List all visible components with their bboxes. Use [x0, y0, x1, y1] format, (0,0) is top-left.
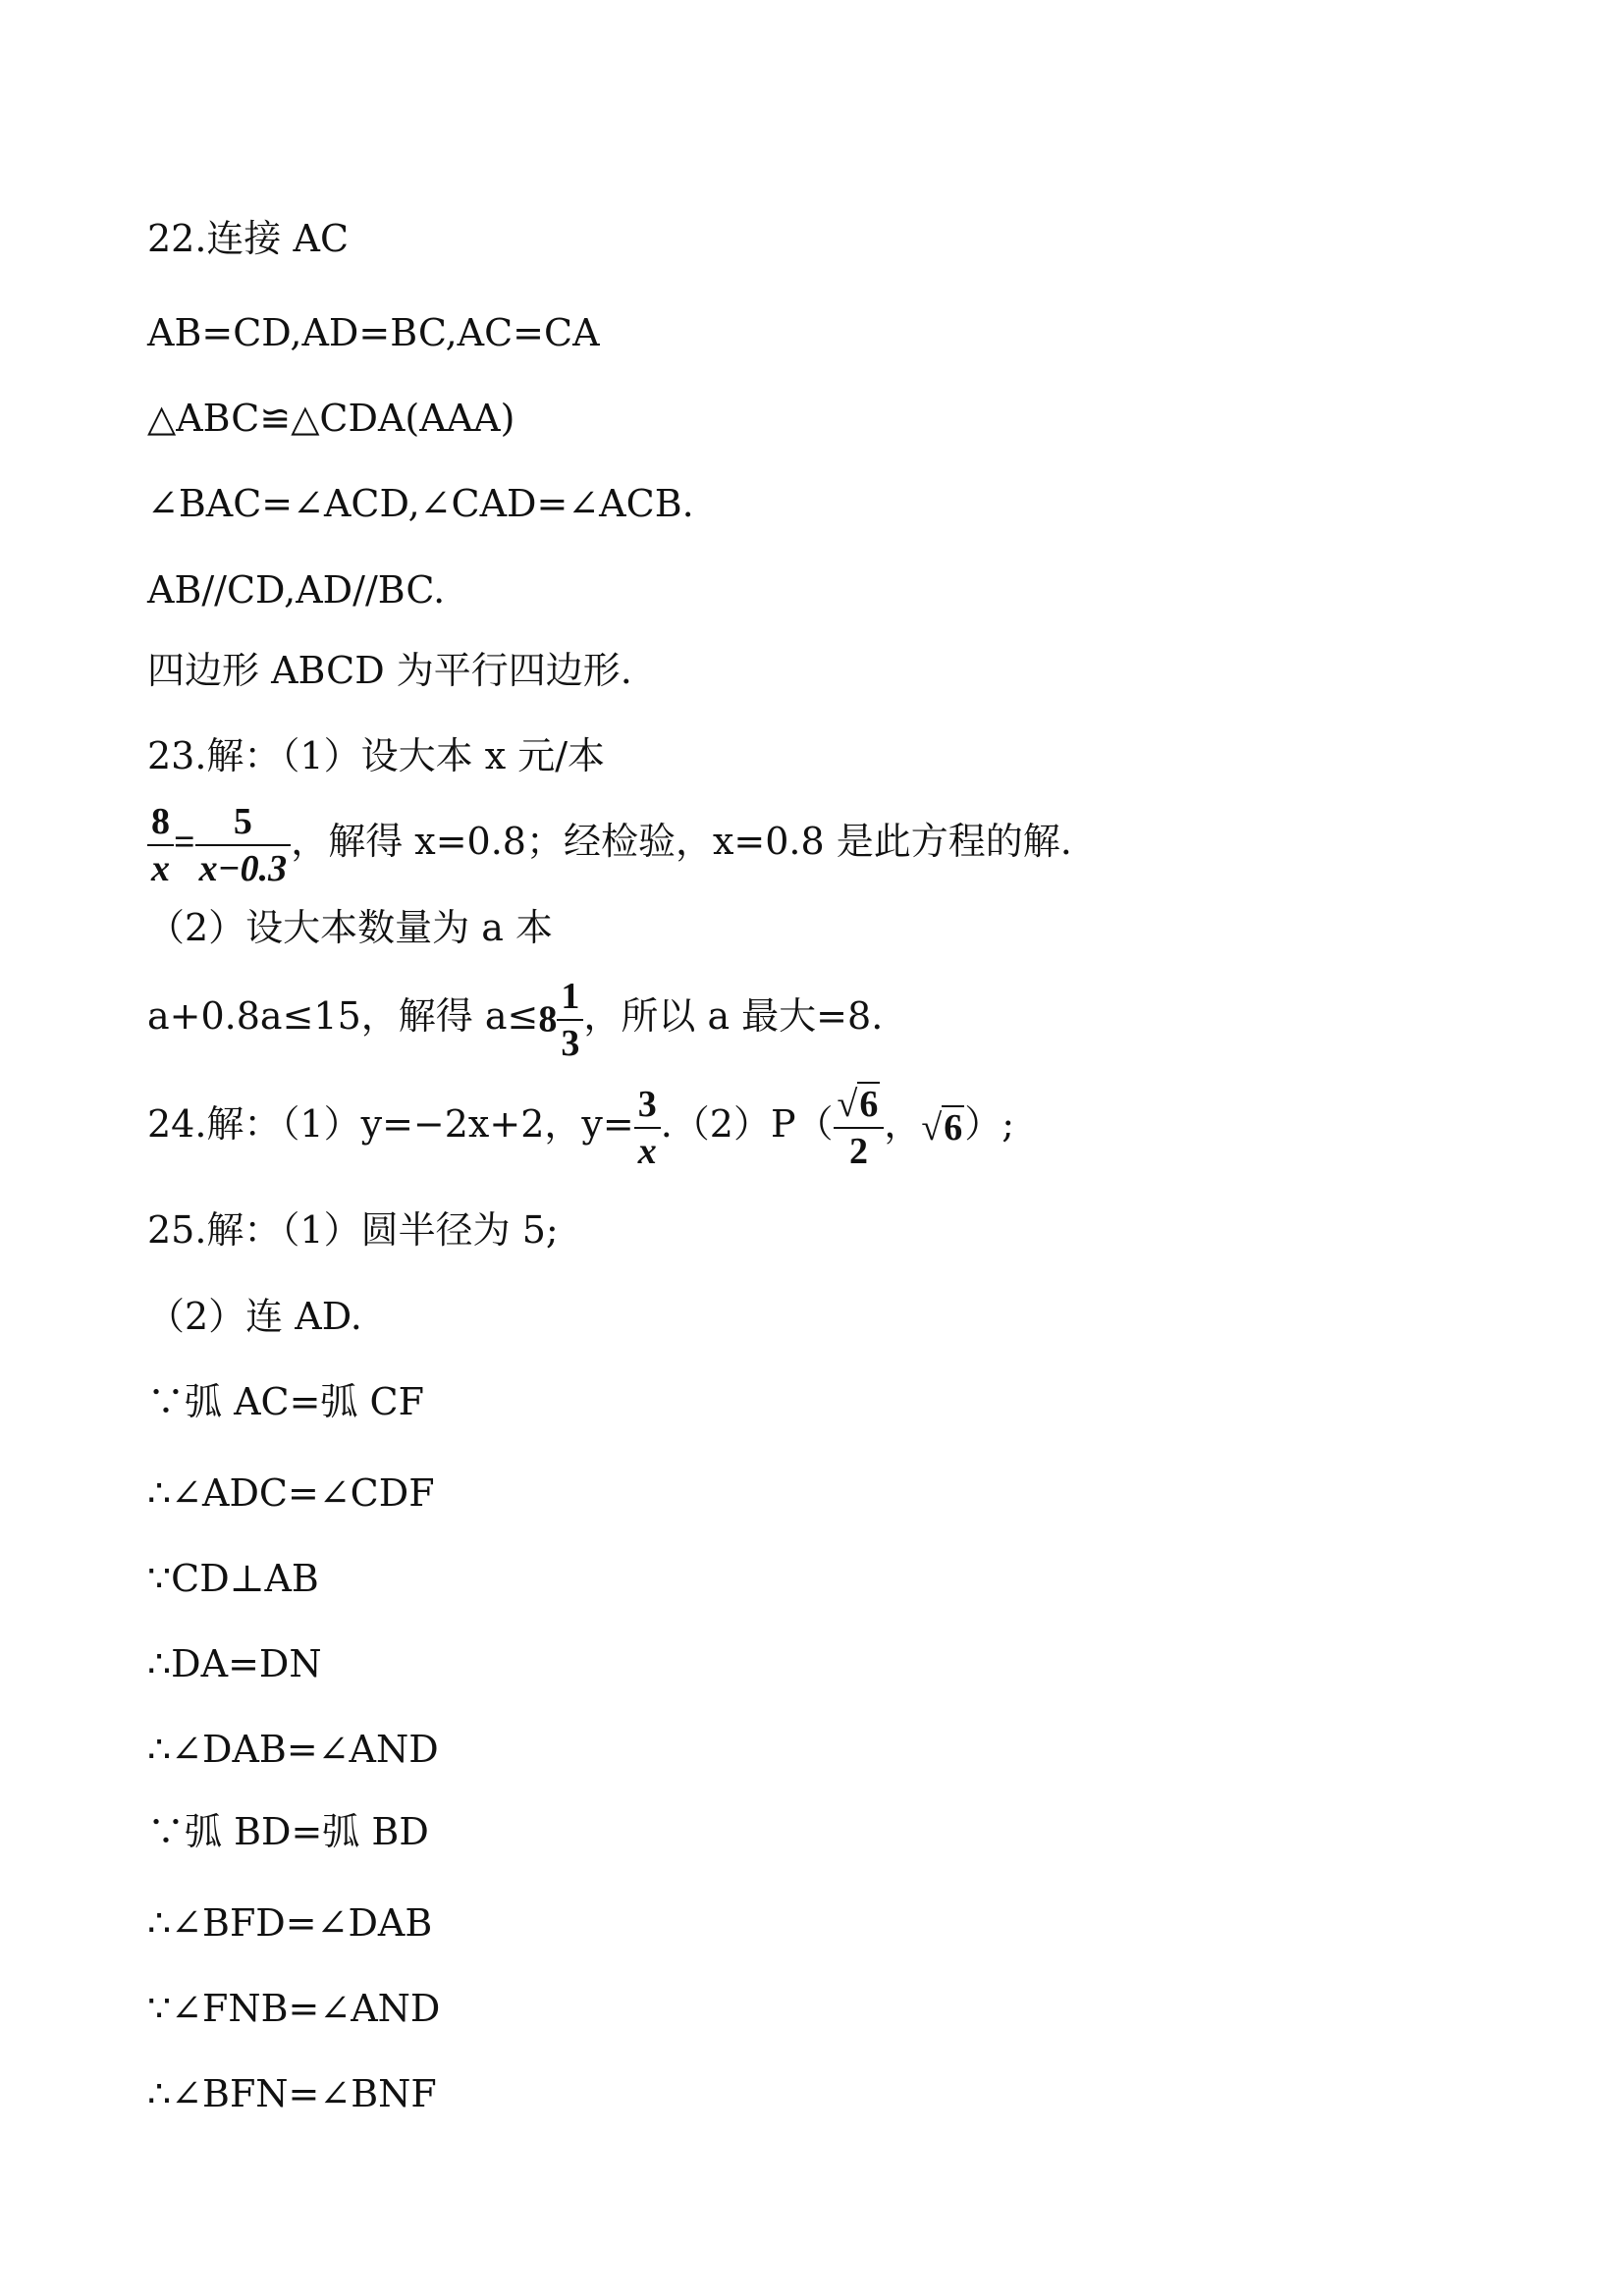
p25-line-10: ∵∠FNB=∠AND: [147, 1987, 441, 2030]
frac-denominator: x: [637, 1130, 657, 1172]
p25-line-11: ∴∠BFN=∠BNF: [147, 2072, 437, 2115]
p23-line-1: 23.解：（1）设大本 x 元/本: [147, 734, 606, 777]
fraction-sqrt6-over-2: [834, 1083, 885, 1172]
p23-equation-tail: ，解得 x=0.8；经检验，x=0.8 是此方程的解.: [291, 820, 1072, 863]
frac-denominator: x: [151, 847, 170, 889]
p22-line-1: 22.连接 AC: [147, 217, 350, 260]
p22-line-4: ∠BAC=∠ACD,∠CAD=∠ACB.: [147, 482, 694, 525]
p23-line-4-head: a+0.8a≤15，解得 a≤: [147, 994, 539, 1038]
frac-denominator: 3: [561, 1022, 580, 1064]
p24-head: 24.解：（1）y=−2x+2，y=: [147, 1102, 634, 1146]
p25-line-1: 25.解：（1）圆半径为 5;: [147, 1208, 559, 1252]
p24-line: [147, 1080, 1014, 1172]
p23-line-4-tail: ，所以 a 最大=8.: [583, 994, 884, 1038]
frac-numerator: 1: [557, 978, 583, 1021]
p25-line-8: ∵弧 BD=弧 BD: [147, 1810, 429, 1853]
fraction-5-over-x-minus-0.3: [195, 800, 292, 889]
p25-line-3: ∵弧 AC=弧 CF: [147, 1380, 424, 1423]
p25-line-6: ∴DA=DN: [147, 1642, 322, 1685]
fraction-8-over-x: [147, 800, 174, 889]
p25-line-5: ∵CD⊥AB: [147, 1557, 319, 1600]
p22-line-6: 四边形 ABCD 为平行四边形.: [147, 649, 632, 692]
sqrt-6: √6: [837, 1083, 879, 1125]
frac-numerator: 3: [634, 1086, 661, 1129]
frac-numerator: 5: [195, 803, 292, 846]
p24-mid: .（2）P（: [660, 1102, 834, 1146]
p25-line-7: ∴∠DAB=∠AND: [147, 1728, 439, 1771]
fraction-3-over-x: [634, 1083, 661, 1172]
fraction-1-over-3: [557, 975, 583, 1064]
equals-sign: =: [174, 822, 195, 863]
p25-line-4: ∴∠ADC=∠CDF: [147, 1471, 435, 1515]
p22-line-3: △ABC≌△CDA(AAA): [147, 397, 515, 440]
p23-line-3: （2）设大本数量为 a 本: [147, 906, 553, 949]
p25-line-9: ∴∠BFD=∠DAB: [147, 1901, 433, 1945]
p23-line-4: [147, 972, 883, 1064]
p25-line-2: （2）连 AD.: [147, 1295, 362, 1338]
p23-equation-line: [147, 797, 1072, 887]
frac-numerator: 8: [147, 803, 174, 846]
p22-line-5: AB//CD,AD//BC.: [147, 568, 446, 612]
p24-tail: ）;: [964, 1102, 1015, 1146]
p22-line-2: AB=CD,AD=BC,AC=CA: [147, 311, 600, 354]
p24-comma: ，: [884, 1102, 922, 1146]
frac-denominator: x−0.3: [198, 847, 288, 889]
frac-denominator: 2: [848, 1130, 868, 1172]
mixed-number-whole: 8: [538, 998, 558, 1041]
sqrt-6-y: √6: [921, 1106, 963, 1148]
